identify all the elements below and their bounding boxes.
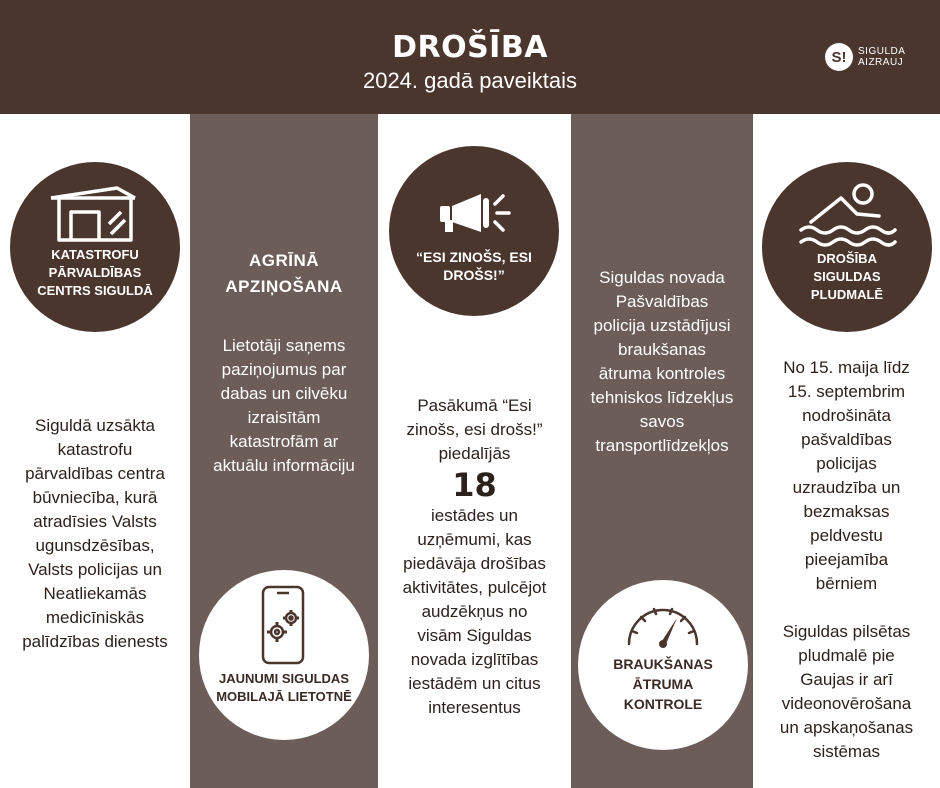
speed-control-text xyxy=(571,266,753,458)
text-line: Lietotāji saņems xyxy=(222,336,346,355)
text-line: videonovērošana xyxy=(781,694,912,713)
text-line: sistēmas xyxy=(812,742,881,761)
text-line: policijas xyxy=(816,454,877,473)
text-line: Siguldas pilsētas xyxy=(782,622,911,641)
building-icon xyxy=(47,184,143,244)
text-line: policija uzstādījusi xyxy=(593,316,731,335)
beach-safety-text-2 xyxy=(753,620,940,764)
text-line: uzraudzība un xyxy=(792,478,901,497)
text-line: interesentus xyxy=(428,698,521,717)
campaign-text-bottom xyxy=(378,504,571,720)
beach-safety-text-1 xyxy=(753,356,940,596)
text-line: pieejamība xyxy=(804,550,889,569)
label-line: BRAUKŠANAS xyxy=(613,656,713,672)
text-line: atradīsies Valsts xyxy=(33,512,157,531)
text-line: Siguldā uzsākta xyxy=(34,416,156,435)
text-line: piedalījās xyxy=(438,444,511,463)
text-line: savos xyxy=(639,412,685,431)
text-line: pārvaldības centra xyxy=(25,464,165,483)
text-line: aktivitātes, pulcējot xyxy=(402,578,547,597)
text-line: uzņēmumi, kas xyxy=(417,530,532,549)
text-line: iestādēm un citus xyxy=(408,674,541,693)
text-line: piedāvāja drošības xyxy=(403,554,546,573)
text-line: katastrofu xyxy=(57,440,133,459)
early-warning-text xyxy=(190,334,378,478)
speed-control-label xyxy=(578,654,748,714)
label-line: KATASTROFU xyxy=(51,247,139,262)
speedometer-icon xyxy=(623,598,703,648)
label-line: PĀRVALDĪBAS xyxy=(48,265,142,280)
text-line: tehniskos līdzekļus xyxy=(590,388,734,407)
text-line: dabas un cilvēku xyxy=(220,384,348,403)
logo-line-2: AIZRAUJ xyxy=(858,57,904,68)
text-line: pludmalē pie xyxy=(798,646,895,665)
text-line: Pašvaldības xyxy=(615,292,709,311)
text-line: novada izglītības xyxy=(410,650,539,669)
text-line: No 15. maija līdz xyxy=(783,358,910,377)
title-line: APZIŅOŠANA xyxy=(225,277,343,296)
label-line: CENTRS SIGULDĀ xyxy=(37,283,153,298)
label-line: KONTROLE xyxy=(623,696,703,712)
smartphone-gears-icon xyxy=(259,584,309,666)
early-warning-title xyxy=(190,248,378,300)
text-line: un apskaņošanas xyxy=(779,718,914,737)
text-line: zinošs, esi drošs!” xyxy=(406,420,543,439)
title-line: AGRĪNĀ xyxy=(248,251,320,270)
text-line: Valsts policijas un xyxy=(28,560,162,579)
page-title: DROŠĪBA xyxy=(392,30,548,65)
logo-text xyxy=(858,46,905,68)
text-line: Siguldas novada xyxy=(599,268,725,287)
text-line: Neatliekamās xyxy=(43,584,147,603)
disaster-center-text xyxy=(0,414,190,654)
text-line: bezmaksas xyxy=(803,502,890,521)
label-line: SIGULDAS xyxy=(813,269,881,284)
campaign-text-top xyxy=(378,394,571,466)
text-line: izraisītām xyxy=(247,408,321,427)
text-line: visām Siguldas xyxy=(417,626,532,645)
text-line: braukšanas xyxy=(618,340,706,359)
campaign-circle xyxy=(389,146,559,316)
logo-line-1: SIGULDA xyxy=(858,46,906,57)
text-line: paziņojumus par xyxy=(221,360,347,379)
text-line: aktuālu informāciju xyxy=(213,456,355,475)
disaster-center-label xyxy=(10,246,180,300)
text-line: ātruma kontroles xyxy=(598,364,726,383)
disaster-center-circle xyxy=(10,162,180,332)
beach-safety-label xyxy=(762,250,932,304)
text-line: pašvaldības xyxy=(801,430,892,449)
label-line: MOBILAJĀ LIETOTNĒ xyxy=(216,689,352,704)
label-line: “ESI ZINOŠS, ESI xyxy=(416,249,532,265)
swimmer-icon xyxy=(797,182,897,248)
text-line: būvniecība, kurā xyxy=(32,488,158,507)
sigulda-logo xyxy=(825,42,905,72)
label-line: ĀTRUMA xyxy=(632,676,694,692)
logo-mark: S! xyxy=(825,43,853,71)
text-line: audzēkņus no xyxy=(421,602,528,621)
text-line: palīdzības dienests xyxy=(22,632,168,651)
label-line: DROŠS!” xyxy=(443,267,505,283)
text-line: iestādes un xyxy=(431,506,518,525)
beach-safety-circle xyxy=(762,162,932,332)
text-line: ugunsdzēsības, xyxy=(35,536,155,555)
text-line: bērniem xyxy=(815,574,878,593)
text-line: katastrofām ar xyxy=(229,432,339,451)
mobile-app-label xyxy=(199,670,369,706)
megaphone-icon xyxy=(437,190,513,236)
text-line: medicīniskās xyxy=(45,608,145,627)
label-line: JAUNUMI SIGULDAS xyxy=(218,671,349,686)
text-line: Pasākumā “Esi xyxy=(417,396,532,415)
page-subtitle: 2024. gadā paveiktais xyxy=(362,68,578,93)
mobile-app-circle xyxy=(199,570,369,740)
speed-control-circle xyxy=(578,580,748,750)
label-line: DROŠĪBA xyxy=(817,251,877,266)
text-line: 15. septembrim xyxy=(787,382,906,401)
text-line: nodrošināta xyxy=(802,406,891,425)
participants-count: 18 xyxy=(452,466,497,504)
text-line: peldvestu xyxy=(810,526,883,545)
text-line: Gaujas ir arī xyxy=(800,670,893,689)
label-line: PLUDMALĒ xyxy=(810,287,884,302)
campaign-label xyxy=(389,248,559,284)
text-line: transportlīdzekļos xyxy=(595,436,729,455)
